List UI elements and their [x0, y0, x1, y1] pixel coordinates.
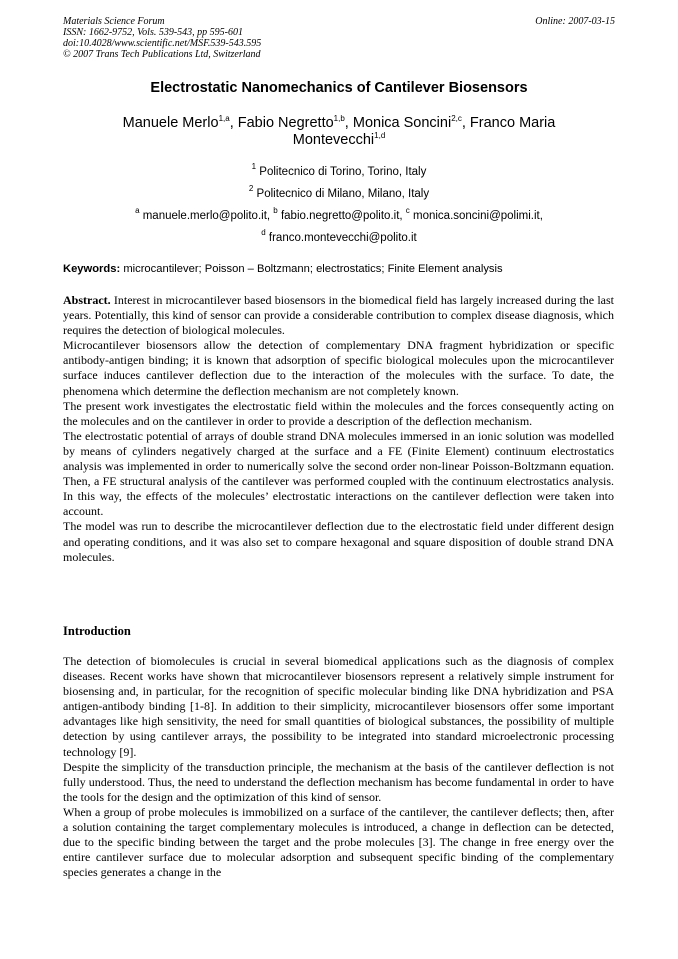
- keywords-label: Keywords:: [63, 263, 121, 275]
- author-sup: 1,a: [218, 114, 230, 123]
- abstract: [63, 293, 614, 565]
- email-link[interactable]: monica.soncini@polimi.it,: [413, 210, 543, 222]
- affil-sup: 2: [248, 184, 254, 193]
- email-link[interactable]: fabio.negretto@polito.it,: [280, 210, 403, 222]
- email-sup: d: [261, 228, 266, 237]
- author-name: Manuele Merlo: [122, 115, 219, 131]
- intro-paragraph: Despite the simplicity of the transduction principle, the mechanism at the basis of the cantilever deflection is not fully understood. Thus, the need to understand the deflection mechanism has become fundamental in order to have the tools for the design and the optimization of this kind of sensor.: [63, 759, 614, 804]
- abstract-paragraph: Microcantilever biosensors allow the detection of complementary DNA fragment hybridization or specific antibody-antigen binding; it is known that adsorption of specific biological molecules upon the microcantilever surface induces cantilever deflection due to the interaction of the molecules with the surface. To date, the phenomena which determine the deflection mechanism are not completely known.: [63, 338, 614, 398]
- email-sup: a: [135, 206, 140, 215]
- author-sup: 1,d: [374, 131, 386, 140]
- issn-line: ISSN: 1662-9752, Vols. 539-543, pp 595-601: [63, 27, 243, 38]
- keywords: [63, 263, 615, 275]
- author-name: Fabio Negretto: [237, 115, 334, 131]
- affil-text: Politecnico di Milano, Milano, Italy: [256, 188, 430, 200]
- journal-name: Materials Science Forum: [63, 16, 165, 27]
- journal-header: [63, 16, 615, 60]
- introduction-body: [63, 654, 614, 880]
- affil-sup: 1: [251, 162, 257, 171]
- author-name: Monica Soncini: [352, 115, 452, 131]
- email-sup: b: [273, 206, 278, 215]
- email-link[interactable]: franco.montevecchi@polito.it: [268, 232, 417, 244]
- affiliation-2: [0, 184, 678, 200]
- section-heading-introduction: Introduction: [63, 624, 131, 638]
- abstract-paragraph: The present work investigates the electrostatic field within the molecules and the forces consequently acting on the molecules and on the cantilever in order to provide a description of the deflection mechanism.: [63, 398, 614, 428]
- affiliation-1: [0, 162, 678, 178]
- email-link[interactable]: manuele.merlo@polito.it,: [142, 210, 271, 222]
- author-list: Manuele Merlo$^{1,a}$, Fabio Negretto$^{1,b}$, Monica Soncini$^{2,c}$, Franco Maria Montevecchi$^{1,d}$: [122, 114, 556, 148]
- email-sup: c: [405, 206, 410, 215]
- abstract-label: Abstract.: [63, 293, 111, 307]
- online-date: Online: 2007-03-15: [535, 16, 615, 27]
- copyright-line: © 2007 Trans Tech Publications Ltd, Switzerland: [63, 49, 261, 60]
- abstract-paragraph: The model was run to describe the microcantilever deflection due to the electrostatic field under different design and operating conditions, and it was also set to compare hexagonal and square disposition of double strand DNA molecules.: [63, 519, 614, 564]
- author-sup: 1,b: [333, 114, 345, 123]
- abstract-paragraph: The electrostatic potential of arrays of double strand DNA molecules immersed in an ionic solution was modelled by means of cylinders negatively charged at the surface and a FE (Finite Element) continuum electrostatics analysis was implemented in order to numerically solve the second order non-linear Poisson-Boltzmann equation. Then, a FE structural analysis of the cantilever was performed coupled with the continuum electrostatics analysis. In this way, the effects of the molecules’ electrostatic interactions on the cantilever deflection were taken into account.: [63, 428, 614, 519]
- doi-line: doi:10.4028/www.scientific.net/MSF.539-543.595: [63, 38, 262, 49]
- keywords-text: microcantilever; Poisson – Boltzmann; electrostatics; Finite Element analysis: [123, 263, 503, 275]
- affil-text: Politecnico di Torino, Torino, Italy: [259, 166, 427, 178]
- abstract-paragraph: Abstract. Interest in microcantilever based biosensors in the biomedical field has largely increased during the last years. Potentially, this kind of sensor can provide a considerable contribution to complex disease diagnosis, which requires the detection of biological molecules.: [63, 293, 615, 338]
- paper-title: Electrostatic Nanomechanics of Cantilever Biosensors: [150, 80, 528, 96]
- email-line-1: [0, 206, 678, 222]
- author-sup: 2,c: [451, 114, 462, 123]
- intro-paragraph: The detection of biomolecules is crucial in several biomedical applications such as the diagnosis of complex diseases. Recent works have shown that microcantilever biosensors represent a relatively simple instrument for biosensing and, in particular, for the recognition of specific molecular binding like DNA hybridization and PSA antigen-antibody binding [1-8]. In addition to their simplicity, microcantilever biosensors offer some important advantages like high sensitivity, the need for small quantities of biological substances, the possibility of multiple detection by using cantilever arrays, the possibility to be integrated into standard microelectronic processing technology [9].: [63, 654, 614, 759]
- intro-paragraph: When a group of probe molecules is immobilized on a surface of the cantilever, the cantilever deflects; then, after a solution containing the target complementary molecules is introduced, a change in deflection can be detected, due to the specific binding between the target and the probe molecules [3]. The change in free energy over the entire cantilever surface due to molecular adsorption and subsequent specific binding of the complementary species generates a change in the: [63, 804, 614, 880]
- email-line-2: [0, 228, 678, 244]
